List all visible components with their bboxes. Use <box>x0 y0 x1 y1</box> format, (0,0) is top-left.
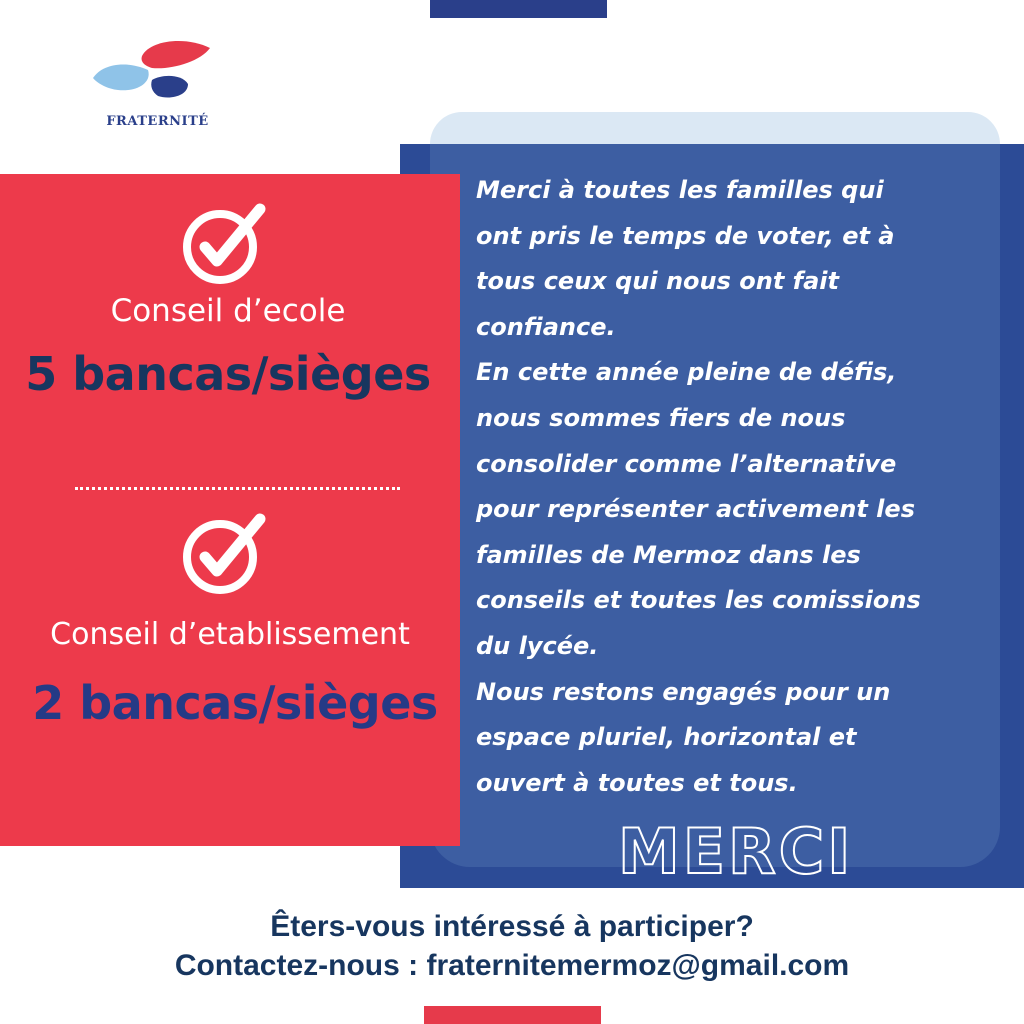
message-line: familles de Mermoz dans les <box>476 540 861 569</box>
conseil-ecole-label: Conseil d’ecole <box>110 293 346 329</box>
message-line: espace pluriel, horizontal et <box>476 723 857 752</box>
checkmark-circle-icon <box>180 203 270 287</box>
message-line: Nous restons engagés pour un <box>476 677 891 706</box>
message-line: du lycée. <box>476 631 599 660</box>
thank-you-message <box>476 168 996 806</box>
message-line: En cette année pleine de défis, <box>476 358 897 387</box>
message-line: tous ceux qui nous ont fait <box>476 267 839 296</box>
message-line: ont pris le temps de voter, et à <box>476 221 895 250</box>
conseil-etablissement-label: Conseil d’etablissement <box>50 617 410 652</box>
message-line: nous sommes fiers de nous <box>476 403 846 432</box>
message-line: conseils et toutes les comissions <box>476 586 921 615</box>
dotted-divider <box>75 487 400 490</box>
participation-question: Êters-vous intéressé à participer? <box>270 910 754 943</box>
message-line: pour représenter activement les <box>476 495 915 524</box>
conseil-ecole-seats: 5 bancas/sièges <box>25 347 431 401</box>
checkmark-circle-icon <box>180 513 270 597</box>
logo-text: FRATERNITÉ <box>106 114 209 129</box>
message-line: confiance. <box>476 312 616 341</box>
message-line: consolider comme l’alternative <box>476 449 897 478</box>
message-line: Merci à toutes les familles qui <box>476 176 884 204</box>
message-card-top-band <box>430 112 1000 144</box>
message-line: ouvert à toutes et tous. <box>476 768 798 797</box>
contact-line: Contactez-nous : fraternitemermoz@gmail.com <box>174 949 850 982</box>
top-accent-bar <box>430 0 607 18</box>
merci-outline-text: MERCI <box>618 815 854 888</box>
bottom-accent-bar <box>424 1006 601 1024</box>
conseil-etablissement-seats: 2 bancas/sièges <box>32 676 438 730</box>
